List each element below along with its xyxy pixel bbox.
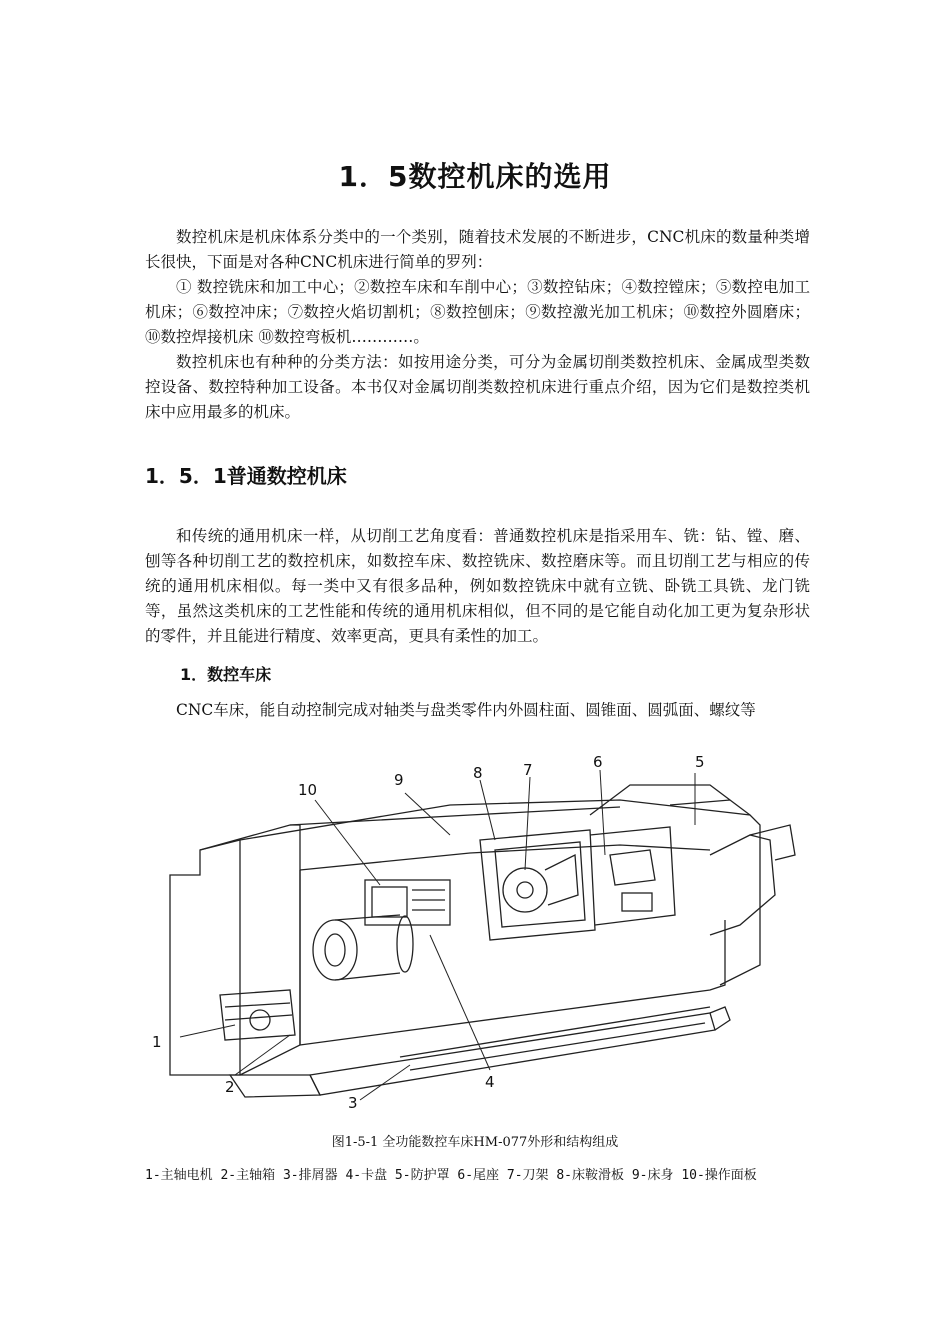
callout-9: 9 [394,771,404,789]
guard-top-shape [240,800,760,985]
callout-1: 1 [152,1033,162,1051]
page-title: 1．5数控机床的选用 [338,160,612,193]
callout-7: 7 [523,761,533,779]
callout-5: 5 [695,753,705,771]
section-heading: 1．5．1普通数控机床 [145,464,347,488]
subsection-paragraph-1: CNC车床，能自动控制完成对轴类与盘类零件内外圆柱面、圆锥面、圆弧面、螺纹等 [176,701,756,719]
headstock-housing-shape [200,825,300,1075]
section-paragraph-1: 和传统的通用机床一样，从切削工艺角度看：普通数控机床是指采用车、铣：钻、镗、磨、刨等各种切削工艺的数控机床，如数控车床、数控铣床、数控磨床等。而且切削工艺与相应的传统的通用机床相似。每一类中又有很多品种，例如数控铣床中就有立铣、卧铣工具铣、龙门铣等，虽然这类机床的工艺性能和传统的通用机床相似，但不同的是它能自动化加工更为复杂形状的零件，并且能进行精度、效率更高，更具有柔性的加工。 [145,527,810,645]
intro-paragraph-3: 数控机床也有种种的分类方法：如按用途分类，可分为金属切削类数控机床、金属成型类数控设备、数控特种加工设备。本书仅对金属切削类数控机床进行重点介绍，因为它们是数控类机床中应用最多的机床。 [145,353,810,421]
callout-6: 6 [593,753,603,771]
right-guard-shape [710,835,775,935]
callout-10: 10 [298,781,318,799]
chuck-shape [313,920,357,980]
figure-caption: 图1-5-1 全功能数控车床HM-077外形和结构组成 [331,1135,619,1150]
callout-4: 4 [485,1073,495,1091]
subsection-text [145,698,810,723]
subsection-heading: 1．数控车床 [180,665,272,684]
intro-text [145,225,810,425]
figure-legend: 1-主轴电机 2-主轴箱 3-排屑器 4-卡盘 5-防护罩 6-尾座 7-刀架 8-床鞍滑板 9-床身 10-操作面板 [145,1168,757,1183]
callout-2: 2 [225,1078,235,1096]
cnc-lathe-illustration [150,745,810,1120]
intro-paragraph-1: 数控机床是机床体系分类中的一个类别，随着技术发展的不断进步，CNC机床的数量种类增长很快，下面是对各种CNC机床进行简单的罗列： [145,228,810,271]
callout-8: 8 [473,764,483,782]
intro-paragraph-2: ① 数控铣床和加工中心；②数控车床和车削中心；③数控钻床；④数控镗床；⑤数控电加工机床；⑥数控冲床；⑦数控火焰切割机；⑧数控刨床；⑨数控激光加工机床；⑩数控外圆磨床；⑩数控焊接机床 ⑩数控弯板机…………。 [145,278,810,346]
turret-shape [503,868,547,912]
callout-3: 3 [348,1094,358,1112]
section-text [145,524,810,649]
